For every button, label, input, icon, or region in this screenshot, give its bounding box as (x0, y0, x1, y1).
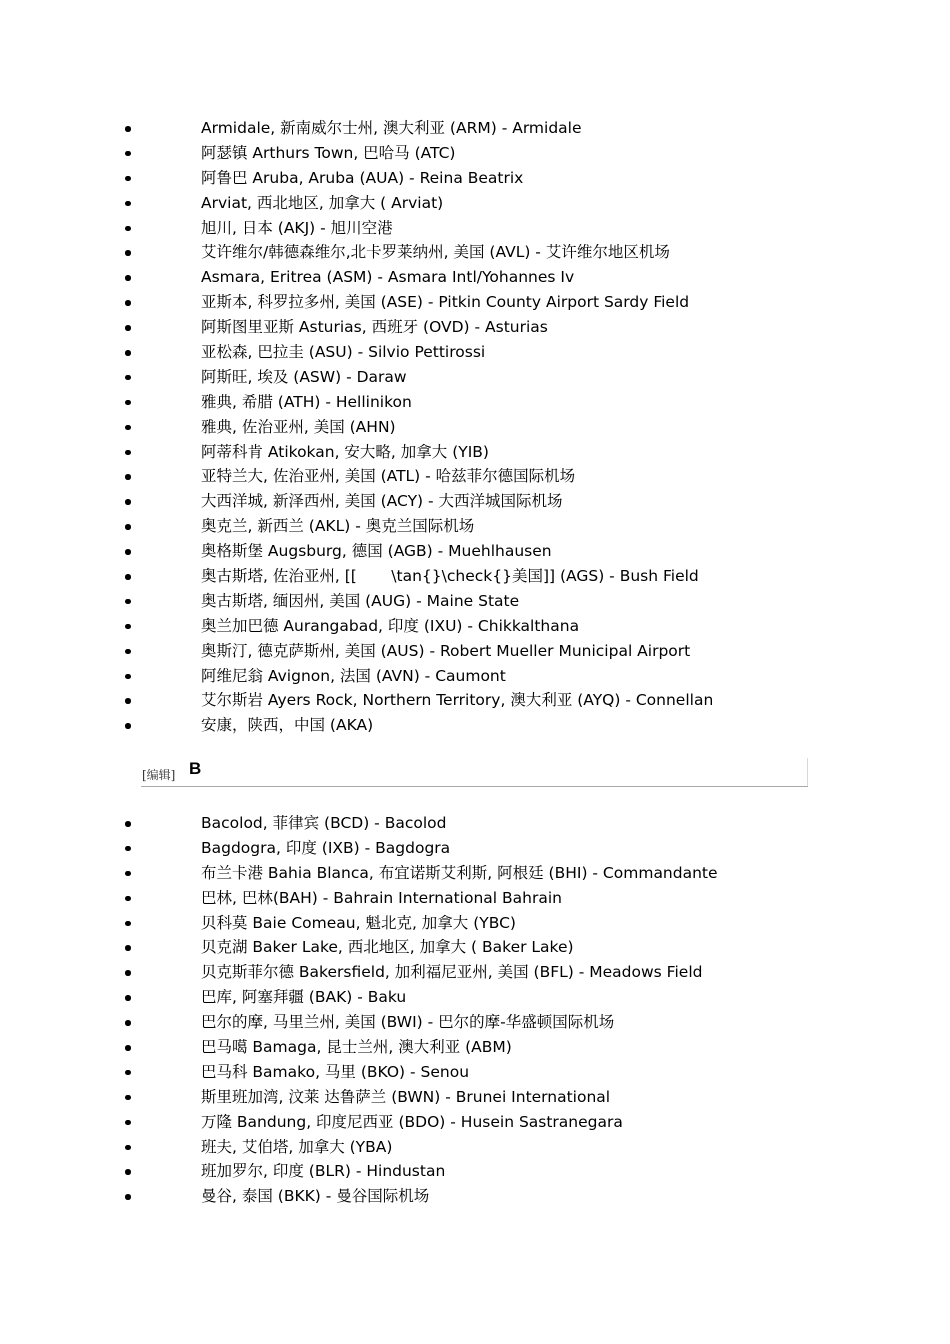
list-item (0, 415, 950, 440)
section-header-b (141, 758, 808, 787)
bullet-icon (125, 375, 131, 381)
list-item-text: 雅典, 希腊 (ATH) - Hellinikon (201, 392, 412, 411)
bullet-icon (125, 201, 131, 207)
list-item-text: 旭川, 日本 (AKJ) - 旭川空港 (201, 218, 393, 237)
bullet-icon (125, 821, 131, 827)
list-item-text: 巴库, 阿塞拜疆 (BAK) - Baku (201, 988, 407, 1007)
list-item-text: 艾许维尔/韩德森维尔,北卡罗莱纳州, 美国 (AVL) - 艾许维尔地区机场 (201, 243, 670, 262)
bullet-icon (125, 549, 131, 555)
list-item (0, 639, 950, 664)
list-item-text: 巴林, 巴林(BAH) - Bahrain International Bahrain (201, 888, 562, 907)
list-item-text: 布兰卡港 Bahia Blanca, 布宜诺斯艾利斯, 阿根廷 (BHI) - Commandante (201, 863, 718, 882)
list-item (0, 240, 950, 265)
bullet-icon (125, 474, 131, 480)
list-item-text: 贝科莫 Baie Comeau, 魁北克, 加拿大 (YBC) (201, 913, 516, 932)
list-item (0, 911, 950, 936)
list-item (0, 116, 950, 141)
bullet-icon (125, 846, 131, 852)
bullet-icon (125, 450, 131, 456)
list-item (0, 539, 950, 564)
list-item-text: 阿维尼翁 Avignon, 法国 (AVN) - Caumont (201, 666, 506, 685)
list-item-text: 阿鲁巴 Aruba, Aruba (AUA) - Reina Beatrix (201, 168, 524, 187)
list-item (0, 315, 950, 340)
list-item-text: 贝克斯菲尔德 Bakersfield, 加利福尼亚州, 美国 (BFL) - Meadows Field (201, 963, 703, 982)
bullet-icon (125, 995, 131, 1001)
list-item-text: 亚松森, 巴拉圭 (ASU) - Silvio Pettirossi (201, 343, 486, 362)
list-item-text: 曼谷, 泰国 (BKK) - 曼谷国际机场 (201, 1187, 430, 1206)
list-item (0, 935, 950, 960)
list-item-text: Arviat, 西北地区, 加拿大 ( Arviat) (201, 193, 444, 212)
section-heading: B (189, 759, 202, 778)
bullet-icon (125, 1194, 131, 1200)
bullet-icon (125, 970, 131, 976)
list-item-text: 阿瑟镇 Arthurs Town, 巴哈马 (ATC) (201, 143, 456, 162)
list-item-text: Bacolod, 菲律宾 (BCD) - Bacolod (201, 814, 447, 832)
list-item (0, 1184, 950, 1209)
bullet-icon (125, 871, 131, 877)
list-item (0, 464, 950, 489)
bullet-icon (125, 325, 131, 331)
list-item-text: 阿斯图里亚斯 Asturias, 西班牙 (OVD) - Asturias (201, 318, 548, 337)
list-item (0, 960, 950, 985)
bullet-icon (125, 1020, 131, 1026)
list-item-text: 雅典, 佐治亚州, 美国 (AHN) (201, 417, 396, 436)
bullet-icon (125, 250, 131, 256)
bullet-icon (125, 723, 131, 729)
bullet-icon (125, 300, 131, 306)
list-item-text: Armidale, 新南威尔士州, 澳大利亚 (ARM) - Armidale (201, 119, 582, 137)
airport-list-b (0, 811, 950, 1209)
list-item (0, 664, 950, 689)
list-item (0, 1010, 950, 1035)
bullet-icon (125, 1120, 131, 1126)
list-item (0, 1159, 950, 1184)
list-item-text: 巴尔的摩, 马里兰州, 美国 (BWI) - 巴尔的摩-华盛顿国际机场 (201, 1013, 615, 1032)
bullet-icon (125, 896, 131, 902)
list-item-text: 奥兰加巴德 Aurangabad, 印度 (IXU) - Chikkalthana (201, 616, 580, 635)
bullet-icon (125, 226, 131, 232)
list-item (0, 514, 950, 539)
list-item-text: 奥克兰, 新西兰 (AKL) - 奥克兰国际机场 (201, 517, 475, 536)
list-item (0, 390, 950, 415)
bullet-icon (125, 524, 131, 530)
list-item (0, 688, 950, 713)
bullet-icon (125, 1070, 131, 1076)
bullet-icon (125, 921, 131, 927)
list-item (0, 564, 950, 589)
list-item-text: Asmara, Eritrea (ASM) - Asmara Intl/Yohannes Iv (201, 268, 575, 287)
bullet-icon (125, 499, 131, 505)
list-item-text: 奥古斯塔, 佐治亚州, [[ \tan{}\check{}美国]] (AGS) - Bush Field (201, 567, 699, 586)
bullet-icon (125, 151, 131, 157)
bullet-icon (125, 945, 131, 951)
bullet-icon (125, 624, 131, 630)
bullet-icon (125, 1095, 131, 1101)
list-item (0, 365, 950, 390)
list-item (0, 440, 950, 465)
list-item-text: 巴马科 Bamako, 马里 (BKO) - Senou (201, 1062, 470, 1081)
list-item (0, 861, 950, 886)
list-item-text: 奥格斯堡 Augsburg, 德国 (AGB) - Muehlhausen (201, 542, 552, 561)
list-item (0, 265, 950, 290)
list-item (0, 216, 950, 241)
list-item (0, 1060, 950, 1085)
list-item-text: 安康，陕西，中国 (AKA) (201, 716, 374, 735)
list-item-text: 巴马噶 Bamaga, 昆士兰州, 澳大利亚 (ABM) (201, 1038, 512, 1057)
bullet-icon (125, 176, 131, 182)
bullet-icon (125, 400, 131, 406)
list-item-text: 阿蒂科肯 Atikokan, 安大略, 加拿大 (YIB) (201, 442, 489, 461)
list-item (0, 141, 950, 166)
edit-link[interactable]: [编辑] (142, 768, 176, 782)
list-item-text: Bagdogra, 印度 (IXB) - Bagdogra (201, 838, 451, 857)
list-item-text: 大西洋城, 新泽西州, 美国 (ACY) - 大西洋城国际机场 (201, 492, 563, 511)
list-item (0, 886, 950, 911)
list-item (0, 340, 950, 365)
list-item-text: 亚特兰大, 佐治亚州, 美国 (ATL) - 哈兹菲尔德国际机场 (201, 467, 576, 486)
bullet-icon (125, 674, 131, 680)
list-item (0, 1085, 950, 1110)
list-item (0, 166, 950, 191)
list-item (0, 191, 950, 216)
list-item-text: 艾尔斯岩 Ayers Rock, Northern Territory, 澳大利亚 (AYQ) - Connellan (201, 691, 714, 710)
list-item (0, 614, 950, 639)
bullet-icon (125, 599, 131, 605)
bullet-icon (125, 275, 131, 281)
bullet-icon (125, 1045, 131, 1051)
list-item (0, 985, 950, 1010)
list-item (0, 589, 950, 614)
bullet-icon (125, 574, 131, 580)
list-item-text: 奥斯汀, 德克萨斯州, 美国 (AUS) - Robert Mueller Municipal Airport (201, 641, 691, 660)
airport-list-a (0, 116, 950, 738)
list-item (0, 1035, 950, 1060)
bullet-icon (125, 350, 131, 356)
list-item (0, 290, 950, 315)
list-item-text: 奥古斯塔, 缅因州, 美国 (AUG) - Maine State (201, 591, 520, 610)
bullet-icon (125, 1169, 131, 1175)
bullet-icon (125, 425, 131, 431)
bullet-icon (125, 1145, 131, 1151)
list-item-text: 班夫, 艾伯塔, 加拿大 (YBA) (201, 1137, 393, 1156)
list-item (0, 836, 950, 861)
list-item (0, 811, 950, 836)
list-item-text: 阿斯旺, 埃及 (ASW) - Daraw (201, 367, 407, 386)
list-item (0, 1110, 950, 1135)
list-item-text: 亚斯本, 科罗拉多州, 美国 (ASE) - Pitkin County Airport Sardy Field (201, 293, 690, 312)
list-item (0, 489, 950, 514)
bullet-icon (125, 126, 131, 132)
list-item-text: 贝克湖 Baker Lake, 西北地区, 加拿大 ( Baker Lake) (201, 938, 574, 957)
list-item-text: 斯里班加湾, 汶莱 达鲁萨兰 (BWN) - Brunei International (201, 1087, 611, 1106)
bullet-icon (125, 649, 131, 655)
bullet-icon (125, 698, 131, 704)
list-item-text: 班加罗尔, 印度 (BLR) - Hindustan (201, 1162, 446, 1181)
list-item (0, 1135, 950, 1160)
list-item (0, 713, 950, 738)
list-item-text: 万隆 Bandung, 印度尼西亚 (BDO) - Husein Sastranegara (201, 1112, 623, 1131)
